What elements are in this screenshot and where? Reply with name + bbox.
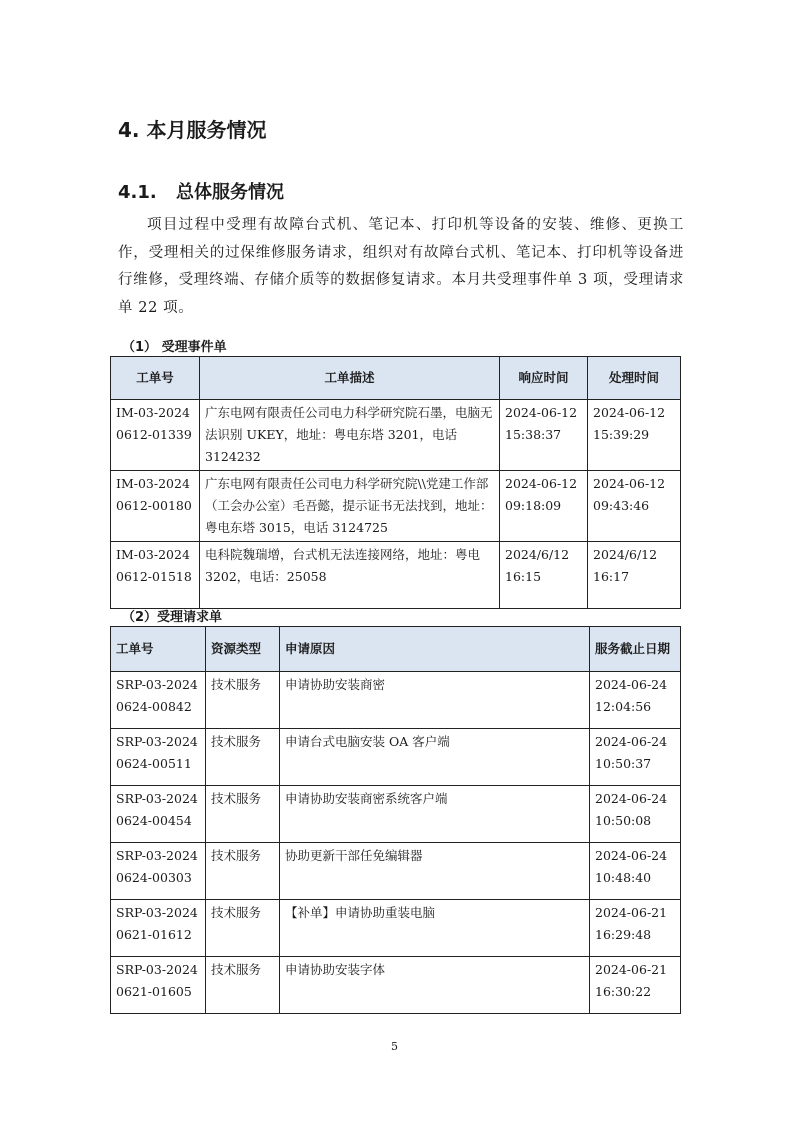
incident-table-caption: （1） 受理事件单 [122, 340, 227, 355]
resource-type: 技术服务 [206, 900, 280, 957]
response-time: 2024-06-12 15:38:37 [500, 400, 588, 471]
page-number: 5 [391, 1040, 398, 1053]
section-heading-number: 4. [118, 118, 140, 142]
deadline: 2024-06-24 10:50:37 [590, 729, 681, 786]
resource-type: 技术服务 [206, 672, 280, 729]
request-table [110, 626, 681, 1014]
ticket-id: SRP-03-2024 0624-00454 [111, 786, 206, 843]
ticket-description: 电科院魏瑞增，台式机无法连接网络，地址：粤电 3202，电话：25058 [200, 542, 500, 609]
header-cell: 服务截止日期 [590, 627, 681, 672]
header-cell: 资源类型 [206, 627, 280, 672]
resource-type: 技术服务 [206, 786, 280, 843]
request-reason: 申请协助安装字体 [280, 957, 590, 1014]
subsection-heading-text: 总体服务情况 [176, 182, 284, 203]
header-cell: 工单号 [111, 357, 200, 400]
table-row [111, 900, 681, 957]
table-row [111, 786, 681, 843]
table-row [111, 843, 681, 900]
request-reason: 协助更新干部任免编辑器 [280, 843, 590, 900]
resource-type: 技术服务 [206, 843, 280, 900]
table-row [111, 672, 681, 729]
header-cell: 处理时间 [588, 357, 681, 400]
response-time: 2024-06-12 09:18:09 [500, 471, 588, 542]
ticket-id: IM-03-2024 0612-01339 [111, 400, 200, 471]
header-cell: 响应时间 [500, 357, 588, 400]
section-heading-text: 本月服务情况 [146, 118, 267, 142]
incident-table [110, 356, 681, 609]
table-row [111, 471, 681, 542]
request-table-caption: （2）受理请求单 [122, 610, 223, 625]
subsection-heading-number: 4.1. [118, 182, 157, 203]
subsection-heading [118, 178, 284, 204]
request-table-header [111, 627, 681, 672]
ticket-id: SRP-03-2024 0621-01605 [111, 957, 206, 1014]
ticket-id: IM-03-2024 0612-01518 [111, 542, 200, 609]
ticket-id: SRP-03-2024 0624-00303 [111, 843, 206, 900]
ticket-id: SRP-03-2024 0621-01612 [111, 900, 206, 957]
request-reason: 【补单】申请协助重装电脑 [280, 900, 590, 957]
deadline: 2024-06-24 10:48:40 [590, 843, 681, 900]
request-reason: 申请台式电脑安装 OA 客户端 [280, 729, 590, 786]
table-row [111, 729, 681, 786]
ticket-description: 广东电网有限责任公司电力科学研究院\\党建工作部（工会办公室）毛吾懿，提示证书无法找到，地址：粤电东塔 3015，电话 3124725 [200, 471, 500, 542]
table-row [111, 542, 681, 609]
section-heading [118, 114, 266, 143]
summary-paragraph: 项目过程中受理有故障台式机、笔记本、打印机等设备的安装、维修、更换工作，受理相关的过保维修服务请求，组织对有故障台式机、笔记本、打印机等设备进行维修，受理终端、存储介质等的数据修复请求。本月共受理事件单 3 项，受理请求单 22 项。 [118, 217, 684, 316]
handle-time: 2024-06-12 15:39:29 [588, 400, 681, 471]
ticket-id: SRP-03-2024 0624-00511 [111, 729, 206, 786]
response-time: 2024/6/12 16:15 [500, 542, 588, 609]
deadline: 2024-06-24 10:50:08 [590, 786, 681, 843]
resource-type: 技术服务 [206, 729, 280, 786]
request-reason: 申请协助安装商密系统客户端 [280, 786, 590, 843]
table-row [111, 957, 681, 1014]
ticket-id: SRP-03-2024 0624-00842 [111, 672, 206, 729]
resource-type: 技术服务 [206, 957, 280, 1014]
header-cell: 工单描述 [200, 357, 500, 400]
request-reason: 申请协助安装商密 [280, 672, 590, 729]
ticket-id: IM-03-2024 0612-00180 [111, 471, 200, 542]
handle-time: 2024-06-12 09:43:46 [588, 471, 681, 542]
ticket-description: 广东电网有限责任公司电力科学研究院石墨，电脑无法识别 UKEY，地址：粤电东塔 3201，电话 3124232 [200, 400, 500, 471]
handle-time: 2024/6/12 16:17 [588, 542, 681, 609]
header-cell: 申请原因 [280, 627, 590, 672]
deadline: 2024-06-21 16:30:22 [590, 957, 681, 1014]
deadline: 2024-06-21 16:29:48 [590, 900, 681, 957]
deadline: 2024-06-24 12:04:56 [590, 672, 681, 729]
header-cell: 工单号 [111, 627, 206, 672]
incident-table-header [111, 357, 681, 400]
table-row [111, 400, 681, 471]
